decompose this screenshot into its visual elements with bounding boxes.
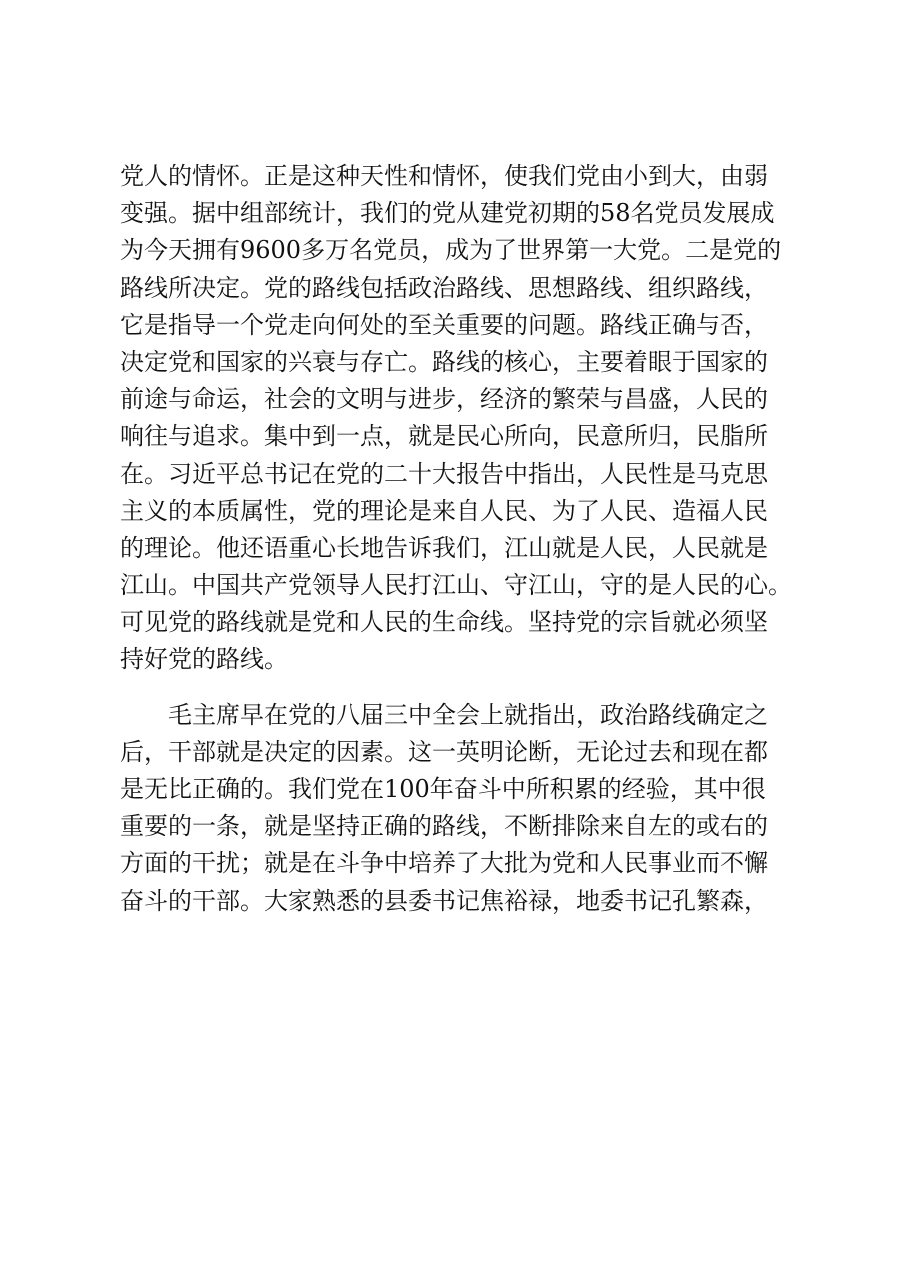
document-body <box>120 158 810 920</box>
text-line: 主义的本质属性，党的理论是来自人民、为了人民、造福人民 <box>120 496 768 525</box>
text-line: 重要的一条，就是坚持正确的路线，不断排除来自左的或右的 <box>120 812 768 841</box>
paragraph-gap <box>120 679 810 697</box>
text-line: 可见党的路线就是党和人民的生命线。坚持党的宗旨就必须坚 <box>120 608 768 637</box>
text-line: 方面的干扰；就是在斗争中培养了大批为党和人民事业而不懈 <box>120 849 768 878</box>
text-line: 它是指导一个党走向何处的至关重要的问题。路线正确与否， <box>120 310 768 339</box>
paragraph-1 <box>120 158 810 679</box>
text-line: 持好党的路线。 <box>120 645 288 674</box>
text-line: 江山。中国共产党领导人民打江山、守江山，守的是人民的心。 <box>120 571 792 600</box>
text-line: 决定党和国家的兴衰与存亡。路线的核心，主要着眼于国家的 <box>120 347 768 376</box>
text-line: 奋斗的干部。大家熟悉的县委书记焦裕禄，地委书记孔繁森， <box>120 886 768 915</box>
text-line: 为今天拥有9600多万名党员，成为了世界第一大党。二是党的 <box>120 236 782 265</box>
text-line: 毛主席早在党的八届三中全会上就指出，政治路线确定之 <box>168 700 768 729</box>
text-line: 是无比正确的。我们党在100年奋斗中所积累的经验，其中很 <box>120 775 766 803</box>
text-line: 在。习近平总书记在党的二十大报告中指出，人民性是马克思 <box>120 459 768 488</box>
text-line: 党人的情怀。正是这种天性和情怀，使我们党由小到大，由弱 <box>120 162 768 190</box>
text-line: 前途与命运，社会的文明与进步，经济的繁荣与昌盛，人民的 <box>120 385 768 414</box>
text-line: 响往与追求。集中到一点，就是民心所向，民意所归，民脂所 <box>120 422 768 451</box>
text-line: 变强。据中组部统计，我们的党从建党初期的58名党员发展成 <box>120 199 775 228</box>
paragraph-2 <box>120 697 810 920</box>
text-line: 后，干部就是决定的因素。这一英明论断，无论过去和现在都 <box>120 737 768 766</box>
text-line: 的理论。他还语重心长地告诉我们，江山就是人民，人民就是 <box>120 533 768 562</box>
text-line: 路线所决定。党的路线包括政治路线、思想路线、组织路线， <box>120 273 768 302</box>
